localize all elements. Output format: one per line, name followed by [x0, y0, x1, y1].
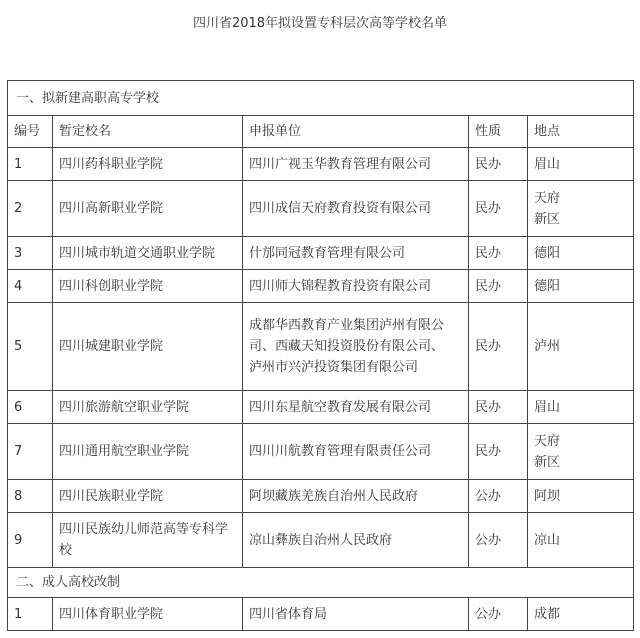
- header-cell: 性质: [469, 116, 528, 148]
- school-name: 四川旅游航空职业学院: [53, 391, 243, 424]
- row-number: 3: [8, 237, 53, 270]
- ownership-type: 民办: [469, 424, 528, 480]
- location: 成都: [528, 598, 634, 631]
- location: 眉山: [528, 148, 634, 181]
- table-row: [8, 391, 634, 424]
- applicant-org: 四川师大锦程教育投资有限公司: [243, 270, 469, 303]
- applicant-org: 阿坝藏族羌族自治州人民政府: [243, 480, 469, 513]
- section-row: [8, 568, 634, 598]
- table-row: [8, 480, 634, 513]
- applicant-org: 四川广视玉华教育管理有限公司: [243, 148, 469, 181]
- row-number: 4: [8, 270, 53, 303]
- location: 天府 新区: [528, 424, 634, 480]
- ownership-type: 民办: [469, 303, 528, 391]
- location: 德阳: [528, 270, 634, 303]
- school-name: 四川体育职业学院: [53, 598, 243, 631]
- school-name: 四川科创职业学院: [53, 270, 243, 303]
- row-number: 8: [8, 480, 53, 513]
- school-name: 四川城市轨道交通职业学院: [53, 237, 243, 270]
- location: 德阳: [528, 237, 634, 270]
- school-list-table: [7, 80, 634, 631]
- location: 天府 新区: [528, 181, 634, 237]
- applicant-org: 四川川航教育管理有限责任公司: [243, 424, 469, 480]
- applicant-org: 什邡同冠教育管理有限公司: [243, 237, 469, 270]
- table-row: [8, 424, 634, 480]
- row-number: 6: [8, 391, 53, 424]
- row-number: 5: [8, 303, 53, 391]
- ownership-type: 民办: [469, 148, 528, 181]
- location: 眉山: [528, 391, 634, 424]
- table-row: [8, 237, 634, 270]
- ownership-type: 民办: [469, 237, 528, 270]
- header-cell: 编号: [8, 116, 53, 148]
- applicant-org: 四川成信天府教育投资有限公司: [243, 181, 469, 237]
- row-number: 7: [8, 424, 53, 480]
- row-number: 9: [8, 513, 53, 568]
- location: 凉山: [528, 513, 634, 568]
- section-title: 一、拟新建高职高专学校: [8, 81, 634, 116]
- applicant-org: 四川省体育局: [243, 598, 469, 631]
- applicant-org: 四川东星航空教育发展有限公司: [243, 391, 469, 424]
- table-row: [8, 303, 634, 391]
- school-name: 四川民族幼儿师范高等专科学校: [53, 513, 243, 568]
- location: 泸州: [528, 303, 634, 391]
- table-row: [8, 513, 634, 568]
- ownership-type: 公办: [469, 480, 528, 513]
- table-row: [8, 148, 634, 181]
- applicant-org: 成都华西教育产业集团泸州有限公 司、西藏天知投资股份有限公司、 泸州市兴泸投资集团有限公司: [243, 303, 469, 391]
- row-number: 1: [8, 598, 53, 631]
- school-name: 四川城建职业学院: [53, 303, 243, 391]
- row-number: 1: [8, 148, 53, 181]
- section-title: 二、成人高校改制: [8, 568, 634, 598]
- document-title: 四川省2018年拟设置专科层次高等学校名单: [192, 16, 448, 31]
- header-cell: 地点: [528, 116, 634, 148]
- table-row: [8, 598, 634, 631]
- applicant-org: 凉山彝族自治州人民政府: [243, 513, 469, 568]
- header-cell: 暂定校名: [53, 116, 243, 148]
- school-name: 四川通用航空职业学院: [53, 424, 243, 480]
- ownership-type: 民办: [469, 270, 528, 303]
- table-row: [8, 181, 634, 237]
- header-row: [8, 116, 634, 148]
- header-cell: 申报单位: [243, 116, 469, 148]
- ownership-type: 民办: [469, 391, 528, 424]
- school-name: 四川药科职业学院: [53, 148, 243, 181]
- ownership-type: 公办: [469, 598, 528, 631]
- location: 阿坝: [528, 480, 634, 513]
- ownership-type: 民办: [469, 181, 528, 237]
- ownership-type: 公办: [469, 513, 528, 568]
- section-row: [8, 81, 634, 116]
- school-name: 四川民族职业学院: [53, 480, 243, 513]
- school-name: 四川高新职业学院: [53, 181, 243, 237]
- table-row: [8, 270, 634, 303]
- row-number: 2: [8, 181, 53, 237]
